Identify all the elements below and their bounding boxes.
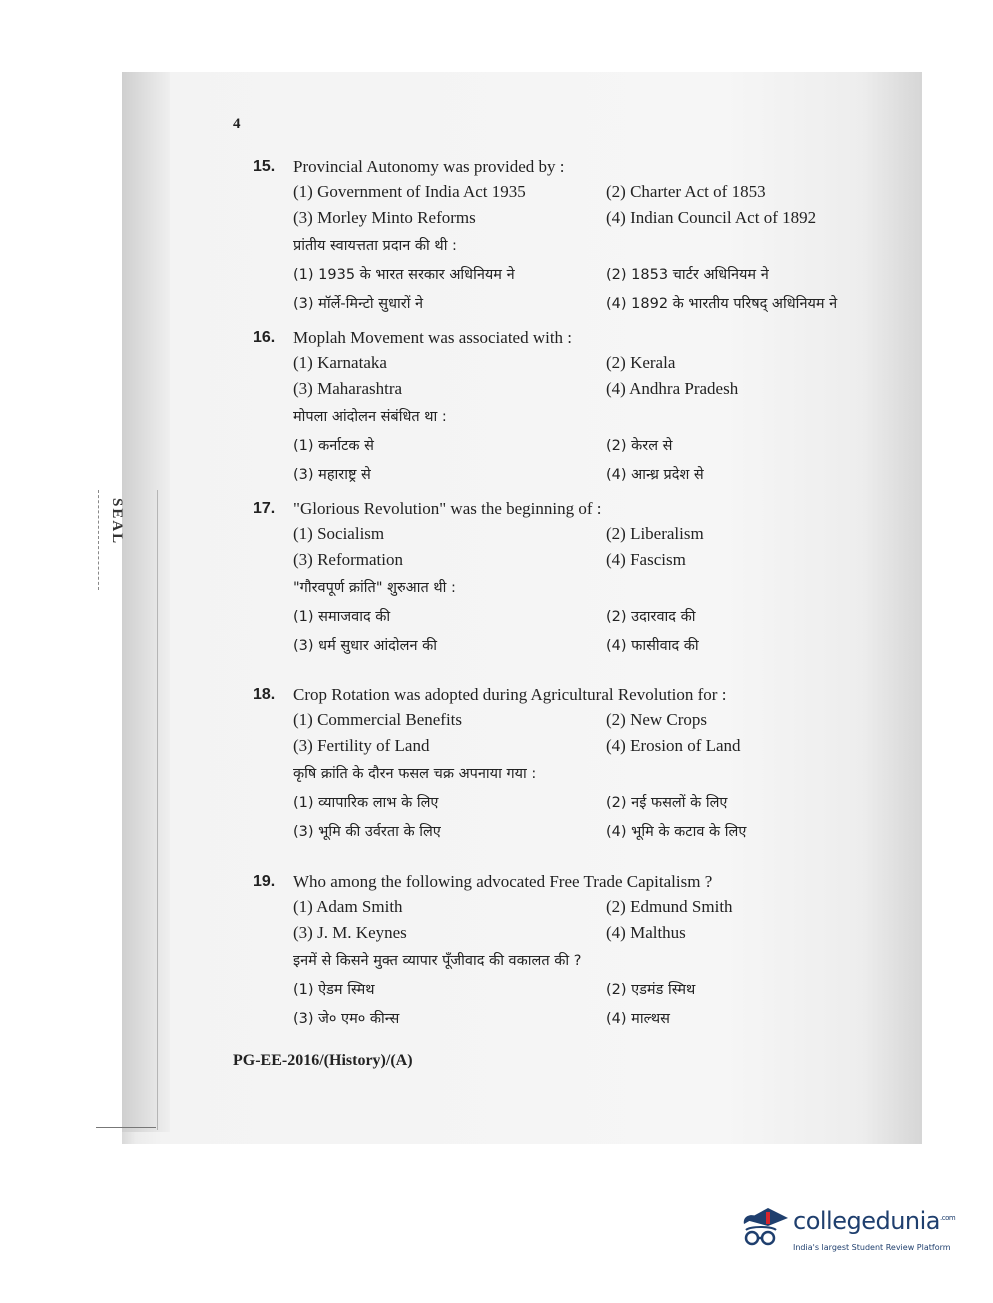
question-number: 15. bbox=[253, 158, 276, 175]
option: (1) ऐडम स्मिथ bbox=[293, 982, 375, 998]
option: (4) फासीवाद की bbox=[606, 638, 699, 654]
question-text: Moplah Movement was associated with : bbox=[293, 328, 573, 347]
question-19 bbox=[253, 869, 893, 1034]
option: (2) उदारवाद की bbox=[606, 609, 696, 625]
question-18 bbox=[253, 682, 893, 847]
option: (4) Andhra Pradesh bbox=[606, 379, 739, 398]
option: (3) Maharashtra bbox=[293, 379, 403, 398]
option: (2) Kerala bbox=[606, 353, 676, 372]
option: (3) भूमि की उर्वरता के लिए bbox=[293, 824, 441, 840]
question-16 bbox=[253, 325, 893, 490]
question-number: 17. bbox=[253, 500, 276, 517]
option: (1) Commercial Benefits bbox=[293, 710, 463, 729]
option: (3) मॉर्ले-मिन्टो सुधारों ने bbox=[293, 296, 424, 312]
question-text-hindi: मोपला आंदोलन संबंधित था : bbox=[293, 409, 447, 425]
option: (1) Government of India Act 1935 bbox=[293, 182, 526, 201]
option: (4) Erosion of Land bbox=[606, 736, 741, 755]
option: (3) Reformation bbox=[293, 550, 403, 569]
options-english bbox=[293, 350, 893, 402]
page-binding-shadow bbox=[122, 72, 170, 1132]
logo-suffix: .com bbox=[940, 1214, 956, 1222]
option: (1) Karnataka bbox=[293, 353, 387, 372]
option: (3) Fertility of Land bbox=[293, 736, 430, 755]
question-text: Who among the following advocated Free Trade Capitalism ? bbox=[293, 872, 713, 891]
option: (2) Liberalism bbox=[606, 524, 704, 543]
options-hindi bbox=[293, 976, 893, 1034]
option: (1) कर्नाटक से bbox=[293, 438, 374, 454]
mascot-icon bbox=[738, 1198, 794, 1254]
logo-wordmark bbox=[793, 1207, 955, 1235]
margin-line bbox=[157, 490, 158, 1130]
option: (2) 1853 चार्टर अधिनियम ने bbox=[606, 267, 769, 283]
question-text-hindi: प्रांतीय स्वायत्तता प्रदान की थी : bbox=[293, 238, 457, 254]
paper-code: PG-EE-2016/(History)/(A) bbox=[233, 1052, 413, 1069]
question-text-hindi: इनमें से किसने मुक्त व्यापार पूँजीवाद की वकालत की ? bbox=[293, 953, 582, 969]
option: (3) J. M. Keynes bbox=[293, 923, 407, 942]
option: (4) Malthus bbox=[606, 923, 686, 942]
option: (4) Fascism bbox=[606, 550, 686, 569]
question-text: Crop Rotation was adopted during Agricultural Revolution for : bbox=[293, 685, 727, 704]
question-17 bbox=[253, 496, 893, 661]
options-hindi bbox=[293, 789, 893, 847]
question-number: 19. bbox=[253, 873, 276, 890]
question-text: Provincial Autonomy was provided by : bbox=[293, 157, 565, 176]
option: (2) एडमंड स्मिथ bbox=[606, 982, 696, 998]
option: (2) केरल से bbox=[606, 438, 673, 454]
option: (3) धर्म सुधार आंदोलन की bbox=[293, 638, 438, 654]
question-number: 18. bbox=[253, 686, 276, 703]
margin-tick bbox=[96, 1127, 156, 1128]
logo-tagline: India's largest Student Review Platform bbox=[793, 1243, 951, 1252]
option: (2) Charter Act of 1853 bbox=[606, 182, 766, 201]
option: (1) 1935 के भारत सरकार अधिनियम ने bbox=[293, 267, 515, 283]
question-text-hindi: कृषि क्रांति के दौरन फसल चक्र अपनाया गया : bbox=[293, 766, 537, 782]
options-hindi bbox=[293, 261, 893, 319]
option: (1) व्यापारिक लाभ के लिए bbox=[293, 795, 439, 811]
option: (1) Adam Smith bbox=[293, 897, 403, 916]
option: (4) भूमि के कटाव के लिए bbox=[606, 824, 747, 840]
seal-label: SEAL bbox=[109, 498, 125, 546]
options-hindi bbox=[293, 603, 893, 661]
options-english bbox=[293, 521, 893, 573]
option: (2) New Crops bbox=[606, 710, 708, 729]
option: (3) महाराष्ट्र से bbox=[293, 467, 371, 483]
option: (3) Morley Minto Reforms bbox=[293, 208, 476, 227]
question-number: 16. bbox=[253, 329, 276, 346]
option: (2) नई फसलों के लिए bbox=[606, 795, 728, 811]
options-english bbox=[293, 894, 893, 946]
option: (4) आन्ध्र प्रदेश से bbox=[606, 467, 704, 483]
question-text: "Glorious Revolution" was the beginning of : bbox=[293, 499, 602, 518]
option: (3) जे० एम० कीन्स bbox=[293, 1011, 400, 1027]
options-english bbox=[293, 707, 893, 759]
question-15 bbox=[253, 154, 893, 319]
option: (1) Socialism bbox=[293, 524, 385, 543]
options-english bbox=[293, 179, 893, 231]
page-number: 4 bbox=[233, 116, 241, 132]
option: (2) Edmund Smith bbox=[606, 897, 733, 916]
option: (4) माल्थस bbox=[606, 1011, 670, 1027]
option: (1) समाजवाद की bbox=[293, 609, 391, 625]
logo-name-text: collegedunia bbox=[793, 1207, 941, 1235]
options-hindi bbox=[293, 432, 893, 490]
option: (4) 1892 के भारतीय परिषद् अधिनियम ने bbox=[606, 296, 838, 312]
question-text-hindi: "गौरवपूर्ण क्रांति" शुरुआत थी : bbox=[293, 580, 456, 596]
option: (4) Indian Council Act of 1892 bbox=[606, 208, 817, 227]
